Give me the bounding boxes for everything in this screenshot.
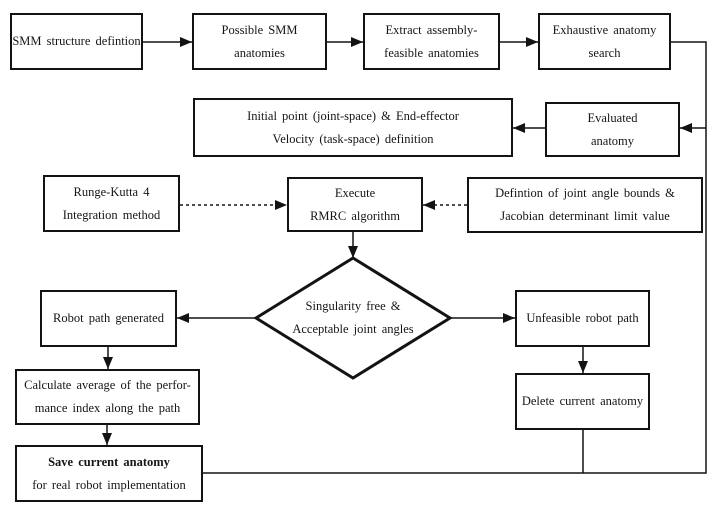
node-initial-point-definition <box>193 98 513 157</box>
node-label: Integration method <box>62 207 161 222</box>
node-label: Unfeasible robot path <box>526 311 639 325</box>
node-label: anatomies <box>234 45 285 60</box>
node-smm-structure-definition <box>10 13 143 70</box>
node-unfeasible-robot-path <box>515 290 650 347</box>
node-label: search <box>588 45 621 60</box>
node-label: Execute <box>334 185 376 200</box>
node-extract-assembly-feasible <box>363 13 500 70</box>
node-evaluated-anatomy <box>545 102 680 157</box>
node-label: for real robot implementation <box>32 477 186 492</box>
node-label: Runge-Kutta 4 <box>73 184 150 199</box>
node-label: Exhaustive anatomy <box>552 22 657 37</box>
node-calculate-performance-average <box>15 369 200 425</box>
node-label: Defintion of joint angle bounds & <box>495 186 675 200</box>
node-label: Robot path generated <box>53 311 164 325</box>
node-label: RMRC algorithm <box>310 208 400 223</box>
node-label: anatomy <box>590 133 635 148</box>
node-delete-current-anatomy <box>515 373 650 430</box>
node-save-current-anatomy <box>15 445 203 502</box>
node-label: Jacobian determinant limit value <box>500 209 670 223</box>
node-runge-kutta-integration <box>43 175 180 232</box>
node-execute-rmrc-algorithm <box>287 177 423 232</box>
node-label: Initial point (joint-space) & End-effector <box>247 108 459 123</box>
node-label: Extract assembly- <box>385 22 478 37</box>
node-robot-path-generated <box>40 290 177 347</box>
node-exhaustive-anatomy-search <box>538 13 671 70</box>
node-label: Singularity free & <box>305 299 401 313</box>
node-label: Velocity (task-space) definition <box>272 131 434 146</box>
node-label: Save current anatomy <box>48 454 170 469</box>
node-label: Evaluated <box>587 110 638 125</box>
node-joint-angle-bounds <box>467 177 703 233</box>
decision-diamond-label <box>256 288 450 348</box>
node-label: Delete current anatomy <box>521 394 644 408</box>
node-label: SMM structure defintion <box>12 34 141 48</box>
node-label: Possible SMM <box>221 22 298 37</box>
node-possible-smm-anatomies <box>192 13 327 70</box>
node-label: Calculate average of the perfor- <box>24 378 191 392</box>
node-label: mance index along the path <box>34 401 181 415</box>
node-label: Acceptable joint angles <box>292 322 414 336</box>
node-label: feasible anatomies <box>384 45 479 60</box>
